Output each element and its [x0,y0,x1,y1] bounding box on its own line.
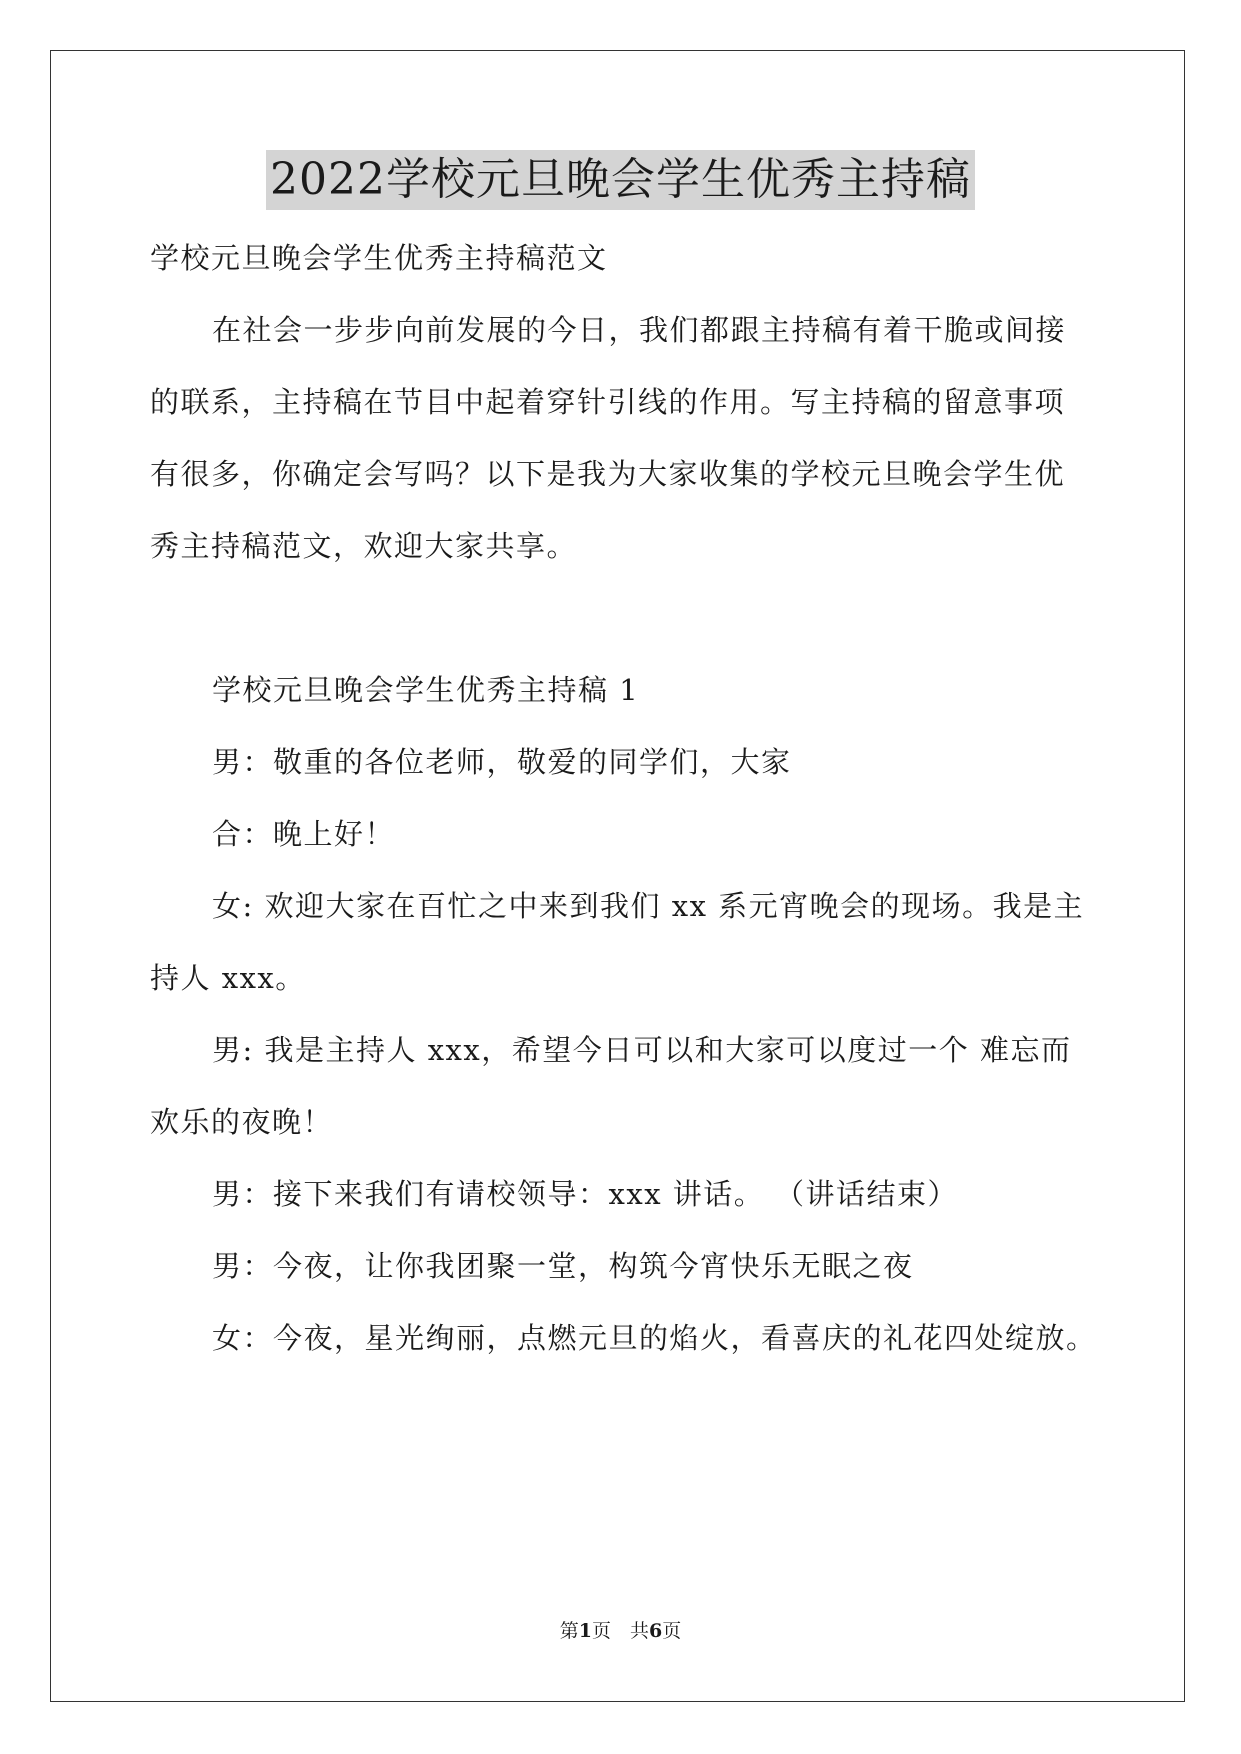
dialogue-line: 男: 我是主持人 xxx，希望今日可以和大家可以度过一个 难忘而 [212,1033,1072,1067]
paragraph-line: 秀主持稿范文，欢迎大家共享。 [150,529,578,563]
title-wrap [0,150,1241,210]
page-border [50,50,1185,1702]
dialogue-line: 男：敬重的各位老师，敬爱的同学们，大家 [212,745,792,779]
dialogue-line: 欢乐的夜晚！ [150,1105,334,1139]
paragraph-line: 的联系，主持稿在节目中起着穿针引线的作用。写主持稿的留意事项 [150,385,1066,419]
footer-middle: 页 共 [591,1620,649,1642]
section-heading: 学校元旦晚会学生优秀主持稿 1 [212,673,640,707]
document-title: 2022学校元旦晚会学生优秀主持稿 [266,150,975,210]
current-page-number: 1 [578,1620,592,1642]
subtitle-line: 学校元旦晚会学生优秀主持稿范文 [150,241,608,275]
page-footer [0,1618,1241,1644]
dialogue-line: 男：今夜，让你我团聚一堂，构筑今宵快乐无眠之夜 [212,1249,914,1283]
footer-suffix: 页 [662,1620,682,1642]
dialogue-line: 女: 欢迎大家在百忙之中来到我们 xx 系元宵晚会的现场。我是主 [212,889,1085,923]
footer-prefix: 第 [559,1620,579,1642]
dialogue-line: 持人 xxx。 [150,961,306,995]
total-pages-number: 6 [649,1620,663,1642]
dialogue-line: 男：接下来我们有请校领导：xxx 讲话。 （讲话结束） [212,1177,959,1211]
paragraph-line: 在社会一步步向前发展的今日，我们都跟主持稿有着干脆或间接 [212,313,1067,347]
dialogue-line: 女：今夜，星光绚丽，点燃元旦的焰火，看喜庆的礼花四处绽放。 [212,1321,1097,1355]
dialogue-line: 合：晚上好！ [212,817,396,851]
paragraph-line: 有很多，你确定会写吗？以下是我为大家收集的学校元旦晚会学生优 [150,457,1066,491]
